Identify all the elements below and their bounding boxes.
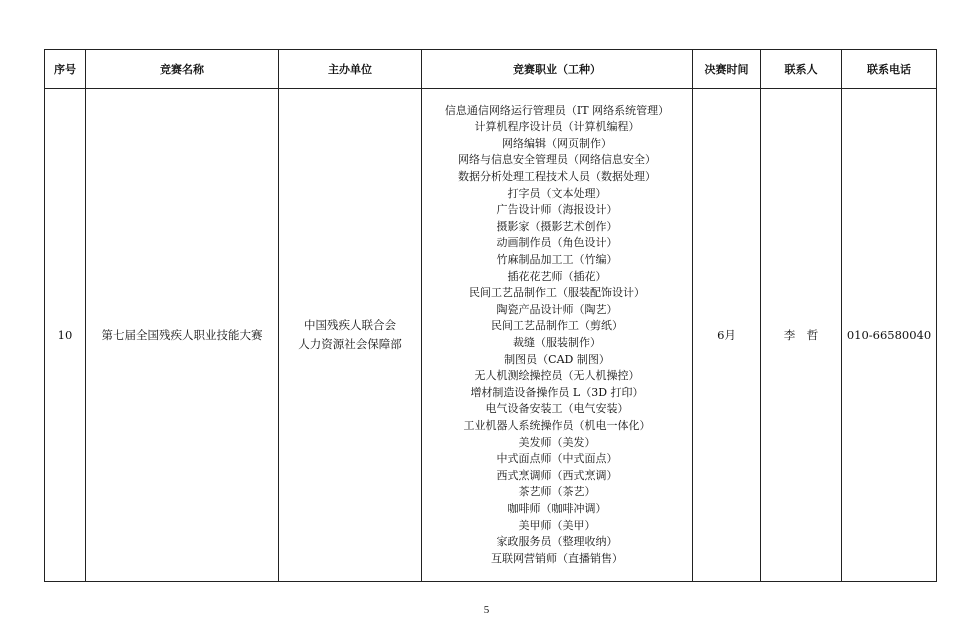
header-phone: 联系电话 — [842, 50, 937, 89]
header-contact: 联系人 — [761, 50, 842, 89]
job-item: 打字员（文本处理） — [507, 186, 607, 200]
organizer-line: 中国残疾人联合会 — [304, 318, 396, 332]
job-item: 西式烹调师（西式烹调） — [496, 468, 618, 482]
job-item: 动画制作员（角色设计） — [496, 236, 618, 250]
job-item: 无人机测绘操控员（无人机操控） — [474, 369, 640, 383]
job-item: 网络编辑（网页制作） — [502, 136, 612, 150]
jobs-list — [422, 103, 692, 568]
job-item: 咖啡师（咖啡冲调） — [507, 501, 607, 515]
organizer-line: 人力资源社会保障部 — [298, 337, 402, 351]
job-item: 制图员（CAD 制图） — [504, 352, 610, 366]
job-item: 民间工艺品制作工（服装配饰设计） — [469, 286, 645, 300]
job-item: 陶瓷产品设计师（陶艺） — [496, 302, 618, 316]
header-organizer: 主办单位 — [279, 50, 422, 89]
job-item: 茶艺师（茶艺） — [518, 485, 596, 499]
job-item: 工业机器人系统操作员（机电一体化） — [463, 418, 651, 432]
header-jobs: 竞赛职业（工种） — [422, 50, 693, 89]
job-item: 增材制造设备操作员 L（3D 打印） — [470, 385, 644, 399]
final-time: 6月 — [693, 89, 761, 582]
contact-person: 李 哲 — [761, 89, 842, 582]
job-item: 家政服务员（整理收纳） — [496, 535, 618, 549]
competition-name: 第七届全国残疾人职业技能大赛 — [86, 89, 279, 582]
job-item: 网络与信息安全管理员（网络信息安全） — [458, 153, 656, 167]
job-item: 民间工艺品制作工（剪纸） — [491, 319, 623, 333]
job-item: 摄影家（摄影艺术创作） — [496, 219, 618, 233]
row-index: 10 — [45, 89, 86, 582]
job-item: 电气设备安装工（电气安装） — [485, 402, 629, 416]
job-item: 中式面点师（中式面点） — [496, 452, 618, 466]
job-item: 广告设计师（海报设计） — [496, 203, 618, 217]
job-item: 计算机程序设计员（计算机编程） — [474, 120, 640, 134]
organizer-cell — [279, 89, 422, 582]
jobs-cell — [422, 89, 693, 582]
header-final-time: 决赛时间 — [693, 50, 761, 89]
header-competition-name: 竞赛名称 — [86, 50, 279, 89]
job-item: 裁缝（服装制作） — [513, 336, 601, 349]
job-item: 竹麻制品加工工（竹编） — [496, 253, 618, 267]
job-item: 互联网营销师（直播销售） — [491, 551, 623, 565]
job-item: 美甲师（美甲） — [518, 518, 596, 532]
job-item: 数据分析处理工程技术人员（数据处理） — [458, 170, 656, 184]
job-item: 插花花艺师（插花） — [507, 269, 607, 283]
contact-phone: 010-66580040 — [842, 89, 937, 582]
header-index: 序号 — [45, 50, 86, 89]
job-item: 信息通信网络运行管理员（IT 网络系统管理） — [444, 103, 670, 117]
table-header-row — [45, 50, 937, 89]
competition-table — [44, 49, 937, 582]
table-row — [45, 89, 937, 582]
job-item: 美发师（美发） — [518, 435, 596, 449]
page-number: 5 — [483, 604, 490, 616]
